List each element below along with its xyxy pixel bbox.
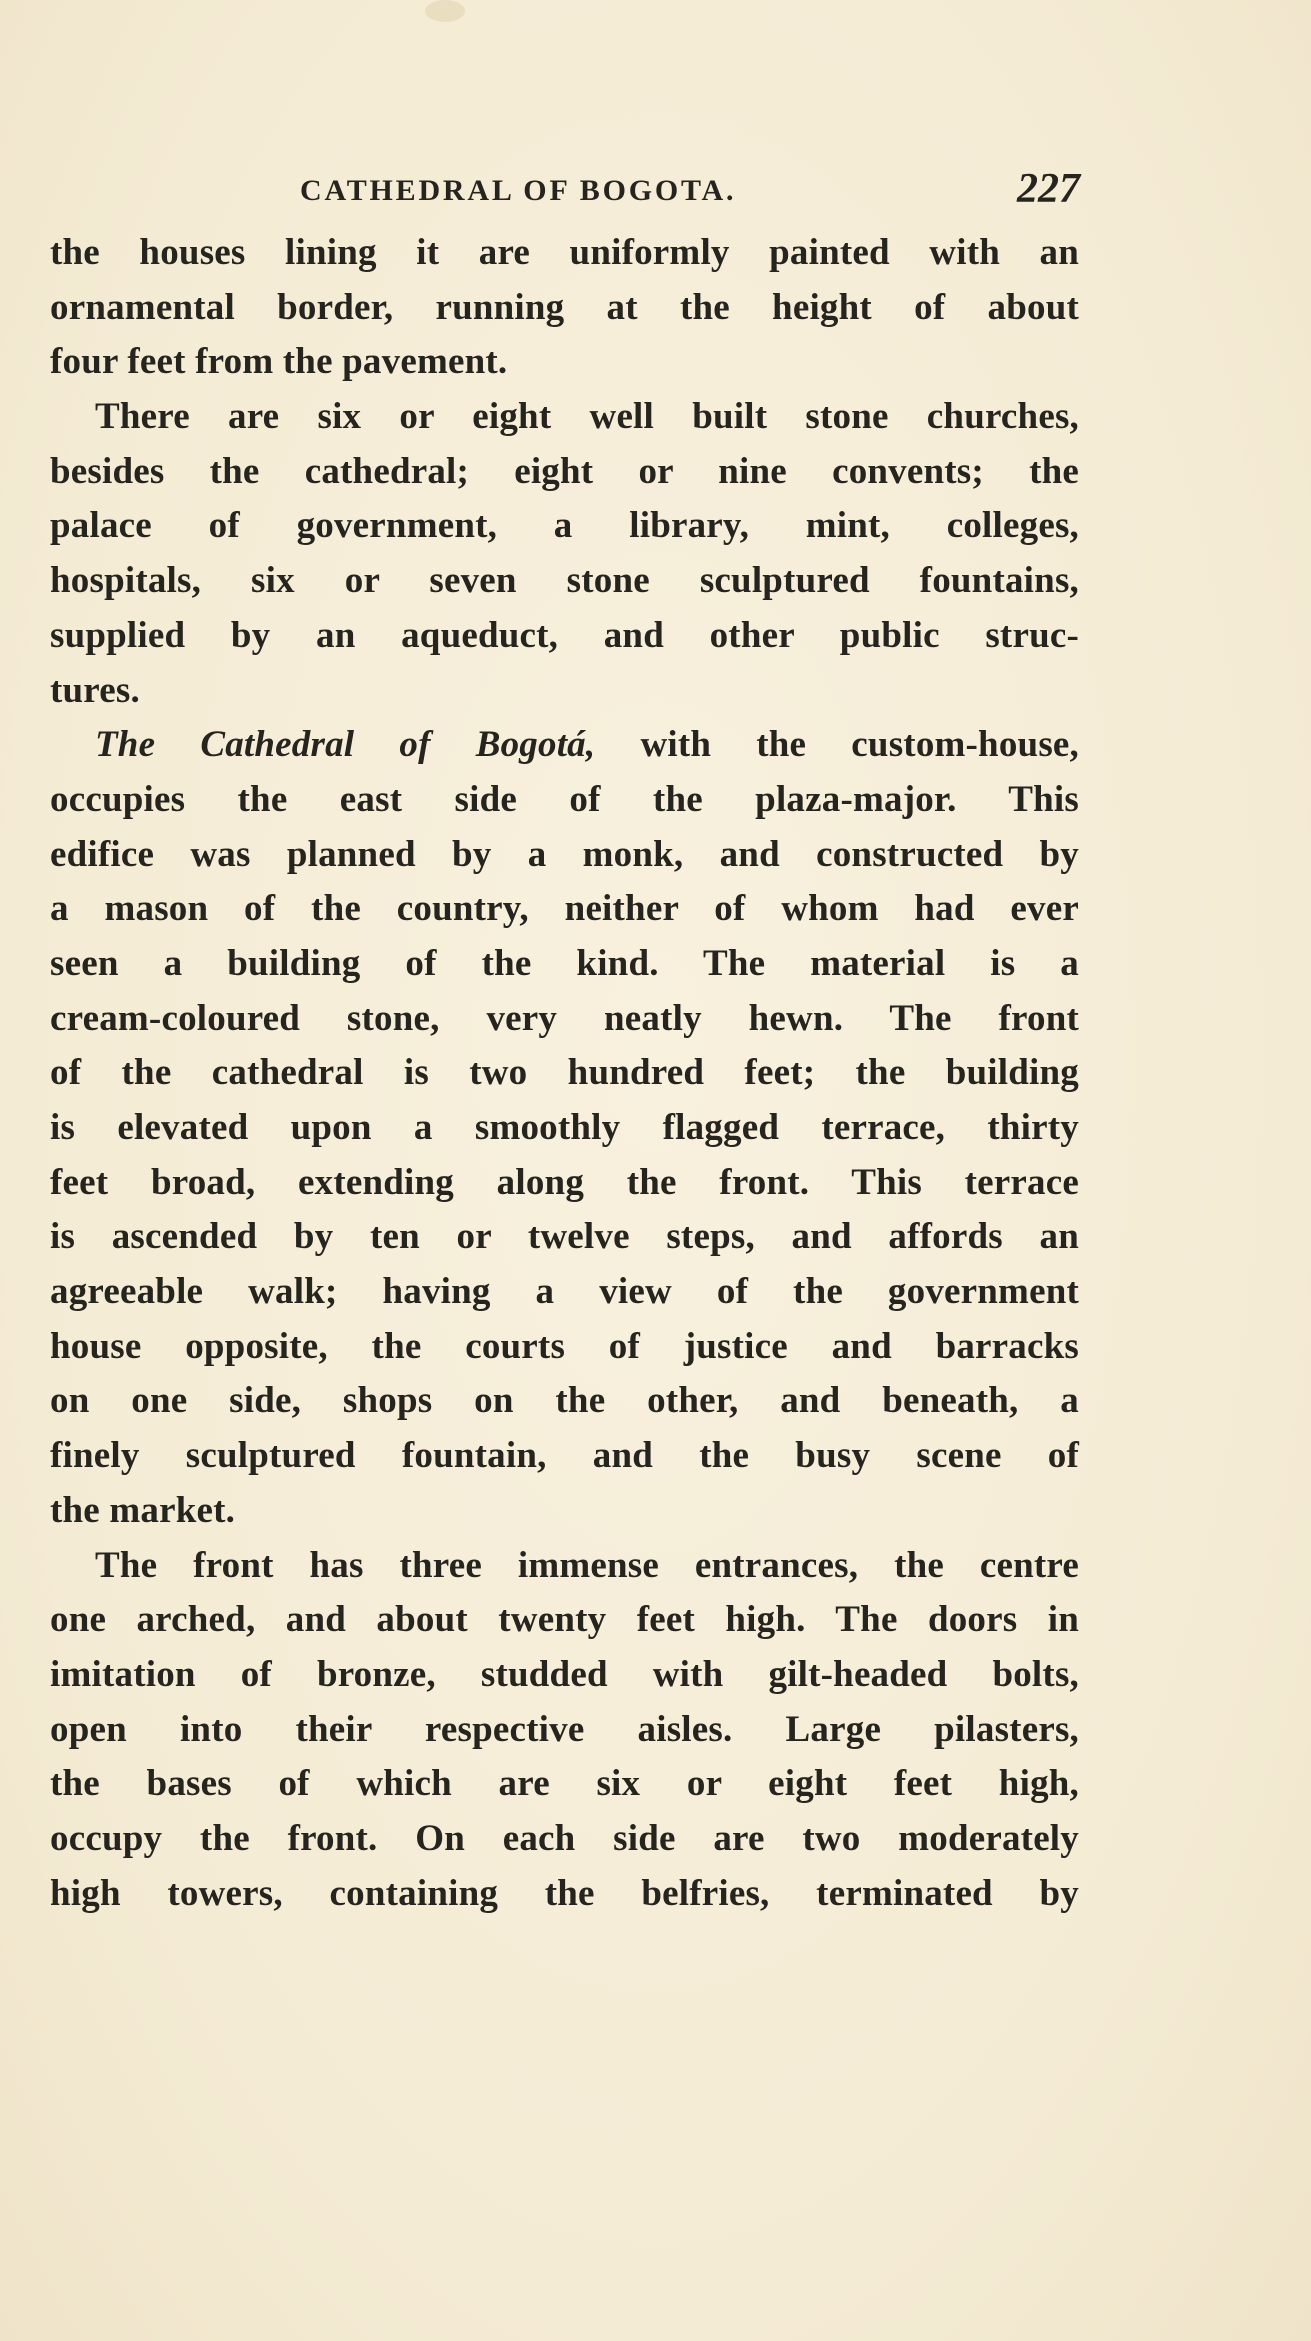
- text-line: a mason of the country, neither of whom had ever: [50, 888, 1079, 930]
- paragraph-first-line: The front has three immense entrances, the centre: [95, 1544, 1079, 1586]
- text-line: of the cathedral is two hundred feet; the building: [50, 1052, 1079, 1094]
- paper-stain: [425, 0, 465, 22]
- paragraph-first-line: There are six or eight well built stone churches,: [95, 396, 1079, 438]
- text-line: edifice was planned by a monk, and constructed by: [50, 833, 1079, 875]
- text-line: is elevated upon a smoothly flagged terrace, thirty: [50, 1107, 1079, 1148]
- running-head: [300, 166, 1080, 216]
- italic-heading: The Cathedral of Bogotá,: [95, 724, 596, 766]
- text-line: besides the cathedral; eight or nine convents; the: [50, 450, 1079, 492]
- text-line: house opposite, the courts of justice and barracks: [50, 1325, 1079, 1367]
- text-line: ornamental border, running at the height of about: [50, 286, 1079, 328]
- text-line: the bases of which are six or eight feet high,: [50, 1763, 1079, 1805]
- text-line: supplied by an aqueduct, and other public struc-: [50, 614, 1079, 656]
- body-text: [50, 226, 1079, 1921]
- text-line: agreeable walk; having a view of the government: [50, 1271, 1079, 1313]
- text-line: palace of government, a library, mint, colleges,: [50, 505, 1079, 547]
- text-line: the houses lining it are uniformly painted with an: [50, 232, 1079, 273]
- text-line: seen a building of the kind. The material is a: [50, 942, 1079, 984]
- text-line: occupy the front. On each side are two moderately: [50, 1817, 1079, 1859]
- text-line: open into their respective aisles. Large pilasters,: [50, 1708, 1079, 1750]
- text-line: hospitals, six or seven stone sculptured fountains,: [50, 560, 1079, 602]
- text-line: four feet from the pavement.: [50, 341, 508, 383]
- text-line: one arched, and about twenty feet high. The doors in: [50, 1599, 1079, 1641]
- text-line: imitation of bronze, studded with gilt-headed bolts,: [50, 1653, 1079, 1695]
- text-line: finely sculptured fountain, and the busy scene of: [50, 1435, 1079, 1477]
- text-line: is ascended by ten or twelve steps, and affords an: [50, 1216, 1079, 1258]
- running-head-title: CATHEDRAL OF BOGOTA.: [300, 174, 737, 207]
- text-line: cream-coloured stone, very neatly hewn. The front: [50, 997, 1079, 1039]
- text-run: with the custom-house,: [595, 724, 1079, 766]
- page-number: 227: [1017, 166, 1080, 212]
- text-line: occupies the east side of the plaza-major. This: [50, 778, 1079, 820]
- text-line: high towers, containing the belfries, terminated by: [50, 1872, 1079, 1914]
- text-line: on one side, shops on the other, and beneath, a: [50, 1380, 1079, 1422]
- text-line: the market.: [50, 1489, 236, 1531]
- text-line: feet broad, extending along the front. This terrace: [50, 1161, 1079, 1203]
- paragraph-first-line: [50, 718, 1079, 773]
- text-line: tures.: [50, 669, 140, 711]
